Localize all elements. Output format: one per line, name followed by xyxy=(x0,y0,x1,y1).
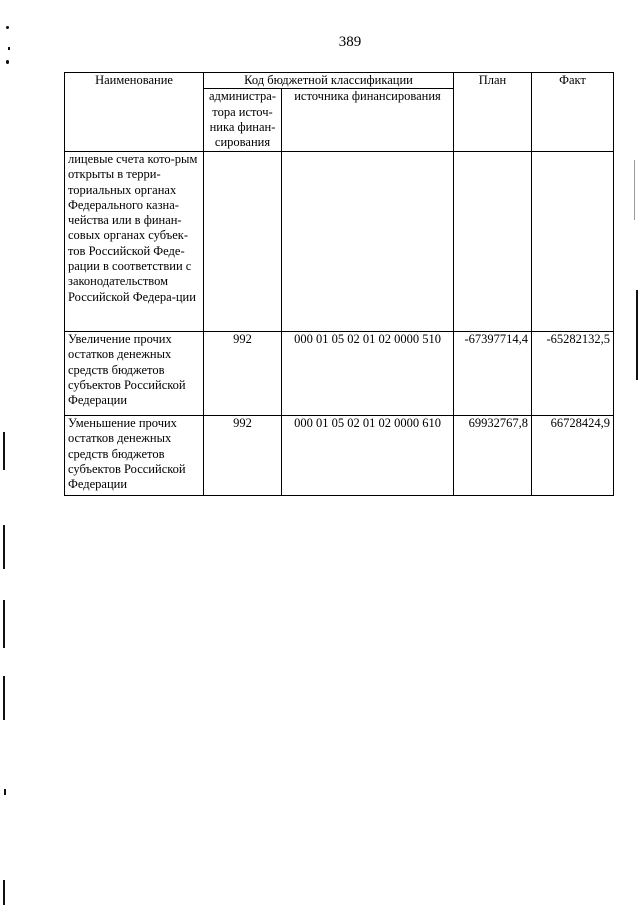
header-name: Наименование xyxy=(65,73,204,152)
row-name: Уменьшение прочих остатков денежных средств бюджетов субъектов Российской Федерации xyxy=(65,416,204,496)
scan-mark xyxy=(8,47,10,50)
scan-mark xyxy=(6,60,9,64)
scan-mark xyxy=(3,525,5,569)
table-row xyxy=(65,332,614,416)
header-source-code: источника финансирования xyxy=(282,89,454,152)
table-row xyxy=(65,152,614,332)
scan-mark xyxy=(6,26,9,29)
row-source-code: 000 01 05 02 01 02 0000 610 xyxy=(282,416,454,496)
budget-table xyxy=(64,72,614,496)
scan-mark xyxy=(4,789,6,795)
row-name: лицевые счета кото-рым открыты в терри-ториальных органах Федерального казна-чейства или в финан-совых органах субъек-тов Российской Феде-рации в соответствии с законодательством Российской Федера-ции xyxy=(65,152,204,332)
row-name: Увеличение прочих остатков денежных средств бюджетов субъектов Российской Федерации xyxy=(65,332,204,416)
scan-mark xyxy=(3,880,5,905)
scan-mark xyxy=(3,432,5,470)
row-source-code: 000 01 05 02 01 02 0000 510 xyxy=(282,332,454,416)
scan-mark xyxy=(3,676,5,720)
row-admin-code xyxy=(204,152,282,332)
row-fact xyxy=(532,152,614,332)
header-classification-code: Код бюджетной классификации xyxy=(204,73,454,89)
scan-mark xyxy=(3,600,5,648)
scan-mark xyxy=(634,160,635,220)
header-plan: План xyxy=(454,73,532,152)
scan-mark xyxy=(636,290,638,380)
header-row xyxy=(65,73,614,89)
table-row xyxy=(65,416,614,496)
row-admin-code: 992 xyxy=(204,332,282,416)
row-plan: -67397714,4 xyxy=(454,332,532,416)
row-fact: 66728424,9 xyxy=(532,416,614,496)
header-admin-code: администра-тора источ-ника финан-сирования xyxy=(204,89,282,152)
page-number: 389 xyxy=(338,34,362,50)
header-fact: Факт xyxy=(532,73,614,152)
row-admin-code: 992 xyxy=(204,416,282,496)
row-fact: -65282132,5 xyxy=(532,332,614,416)
row-source-code xyxy=(282,152,454,332)
row-plan xyxy=(454,152,532,332)
row-plan: 69932767,8 xyxy=(454,416,532,496)
